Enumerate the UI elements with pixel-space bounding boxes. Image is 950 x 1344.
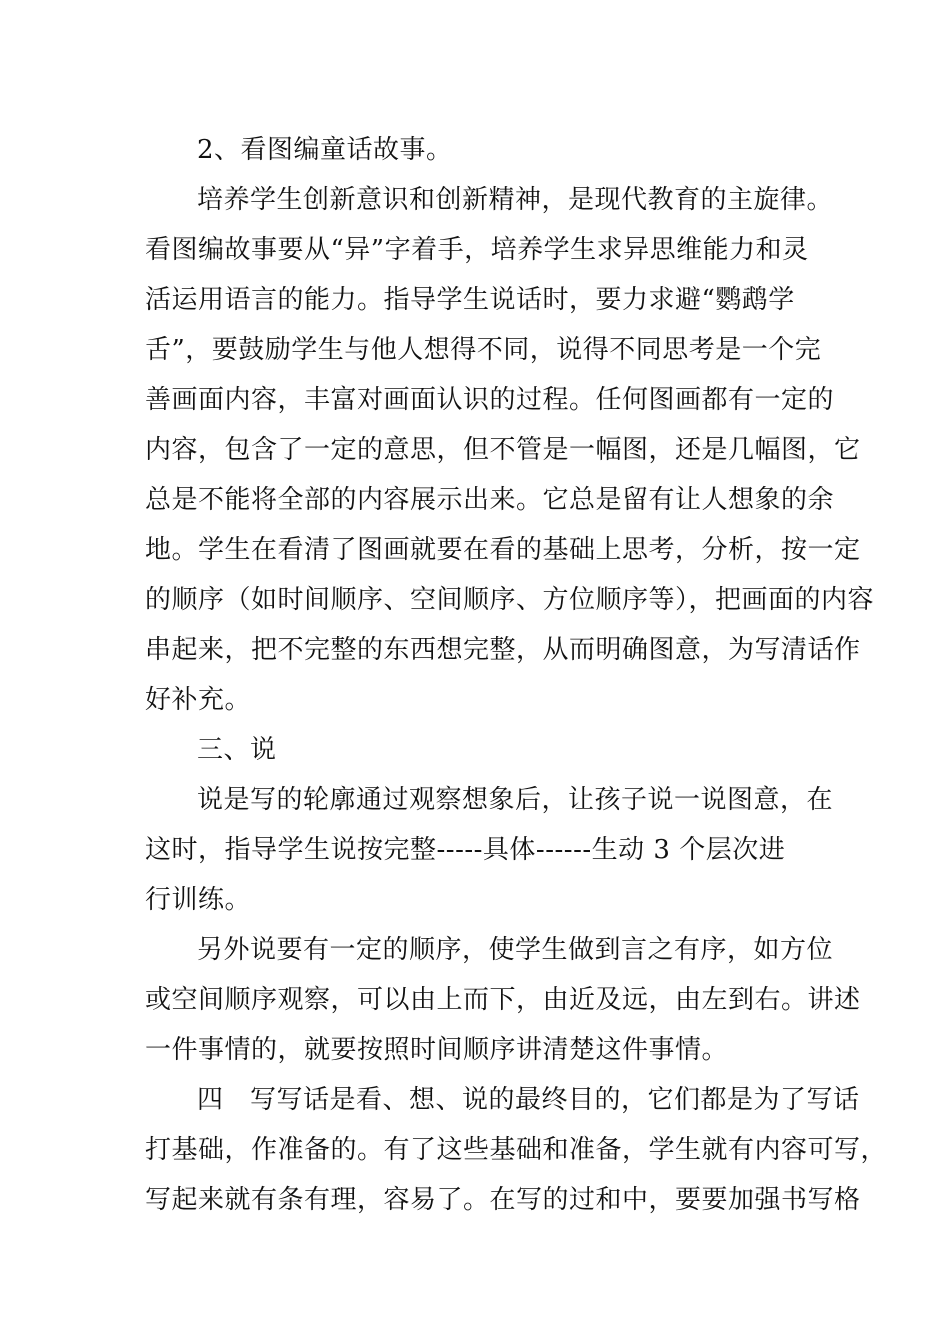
text-line: 内容，包含了一定的意思，但不管是一幅图，还是几幅图，它 [145, 435, 861, 465]
text-line: 培养学生创新意识和创新精神，是现代教育的主旋律。 [197, 185, 834, 215]
text-line: 或空间顺序观察，可以由上而下，由近及远，由左到右。讲述 [145, 985, 861, 1015]
text-line: 总是不能将全部的内容展示出来。它总是留有让人想象的余 [145, 485, 835, 515]
text-line: 舌”，要鼓励学生与他人想得不同，说得不同思考是一个完 [145, 335, 822, 365]
text-line: 打基础，作准备的。有了这些基础和准备，学生就有内容可写， [145, 1135, 888, 1165]
text-line: 活运用语言的能力。指导学生说话时，要力求避“鹦鹉学 [145, 285, 795, 315]
text-line: 另外说要有一定的顺序，使学生做到言之有序，如方位 [197, 935, 834, 965]
text-line: 一件事情的，就要按照时间顺序讲清楚这件事情。 [145, 1035, 729, 1065]
text-line: 好补充。 [145, 685, 252, 715]
text-line: 串起来，把不完整的东西想完整，从而明确图意，为写清话作 [145, 635, 861, 665]
section-heading: 三、说 [197, 735, 277, 765]
text-line: 2、看图编童话故事。 [197, 135, 453, 165]
text-line: 这时，指导学生说按完整-----具体------生动 3 个层次进 [145, 835, 786, 865]
text-line: 的顺序（如时间顺序、空间顺序、方位顺序等），把画面的内容 [145, 585, 875, 615]
text-line: 写起来就有条有理，容易了。在写的过和中，要要加强书写格 [145, 1185, 861, 1215]
text-line: 行训练。 [145, 885, 252, 915]
text-line: 四 写写话是看、想、说的最终目的，它们都是为了写话 [197, 1085, 860, 1115]
text-line: 看图编故事要从“异”字着手，培养学生求异思维能力和灵 [145, 235, 809, 265]
text-line: 地。学生在看清了图画就要在看的基础上思考，分析，按一定 [145, 535, 861, 565]
text-line: 说是写的轮廓通过观察想象后，让孩子说一说图意，在 [197, 785, 834, 815]
text-line: 善画面内容，丰富对画面认识的过程。任何图画都有一定的 [145, 385, 835, 415]
